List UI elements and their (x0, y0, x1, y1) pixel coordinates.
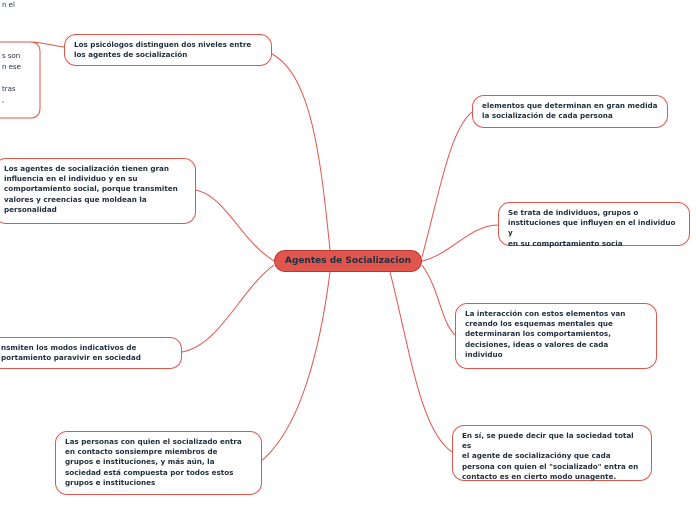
connector-elementos (422, 112, 472, 257)
topic-interaccion[interactable]: La interacción con estos elementos van creando los esquemas mentales que determinaran los comportamientos, decisiones, ideas o valores de cada individuo (455, 303, 657, 369)
connector-sociedad (390, 272, 452, 452)
connector-interaccion (422, 265, 455, 335)
fragment-left-text-1: s son n ese (2, 52, 21, 71)
topic-influencia[interactable]: Los agentes de socialización tienen gran influencia en el individuo y en su comportamiento social, porque transmiten valores y creencias que moldean la personalidad (0, 158, 196, 224)
central-topic-agentes[interactable]: Agentes de Socializacion (274, 250, 422, 272)
connector-personas (260, 272, 330, 462)
fragment-left-text-2: tras , (2, 85, 16, 104)
topic-sociedad[interactable]: En sí, se puede decir que la sociedad total es el agente de socializacióny que cada persona con quien el "socializado" entra en contacto es en cierto modo unagente. (452, 425, 652, 481)
topic-transmiten[interactable]: nsmiten los modos indicativos de portamiento paravivir en sociedad (0, 337, 182, 369)
topic-elementos[interactable]: elementos que determinan en gran medida la socialización de cada persona (472, 95, 668, 128)
connector-transmiten (182, 265, 274, 352)
topic-personas[interactable]: Las personas con quien el socializado entra en contacto sonsiempre miembros de grupos e instituciones, y más aún, la sociedad está compuesta por todos estos grupos e instituciones (55, 431, 262, 495)
fragment-top-text: n el (2, 1, 15, 9)
connector-individuos (422, 225, 498, 261)
connector-influencia (195, 190, 274, 261)
connector-niveles (268, 52, 330, 250)
topic-individuos[interactable]: Se trata de individuos, grupos o instituciones que influyen en el individuo y en su comportamiento socia (498, 202, 690, 246)
topic-niveles[interactable]: Los psicólogos distinguen dos niveles entre los agentes de socialización (64, 34, 272, 66)
